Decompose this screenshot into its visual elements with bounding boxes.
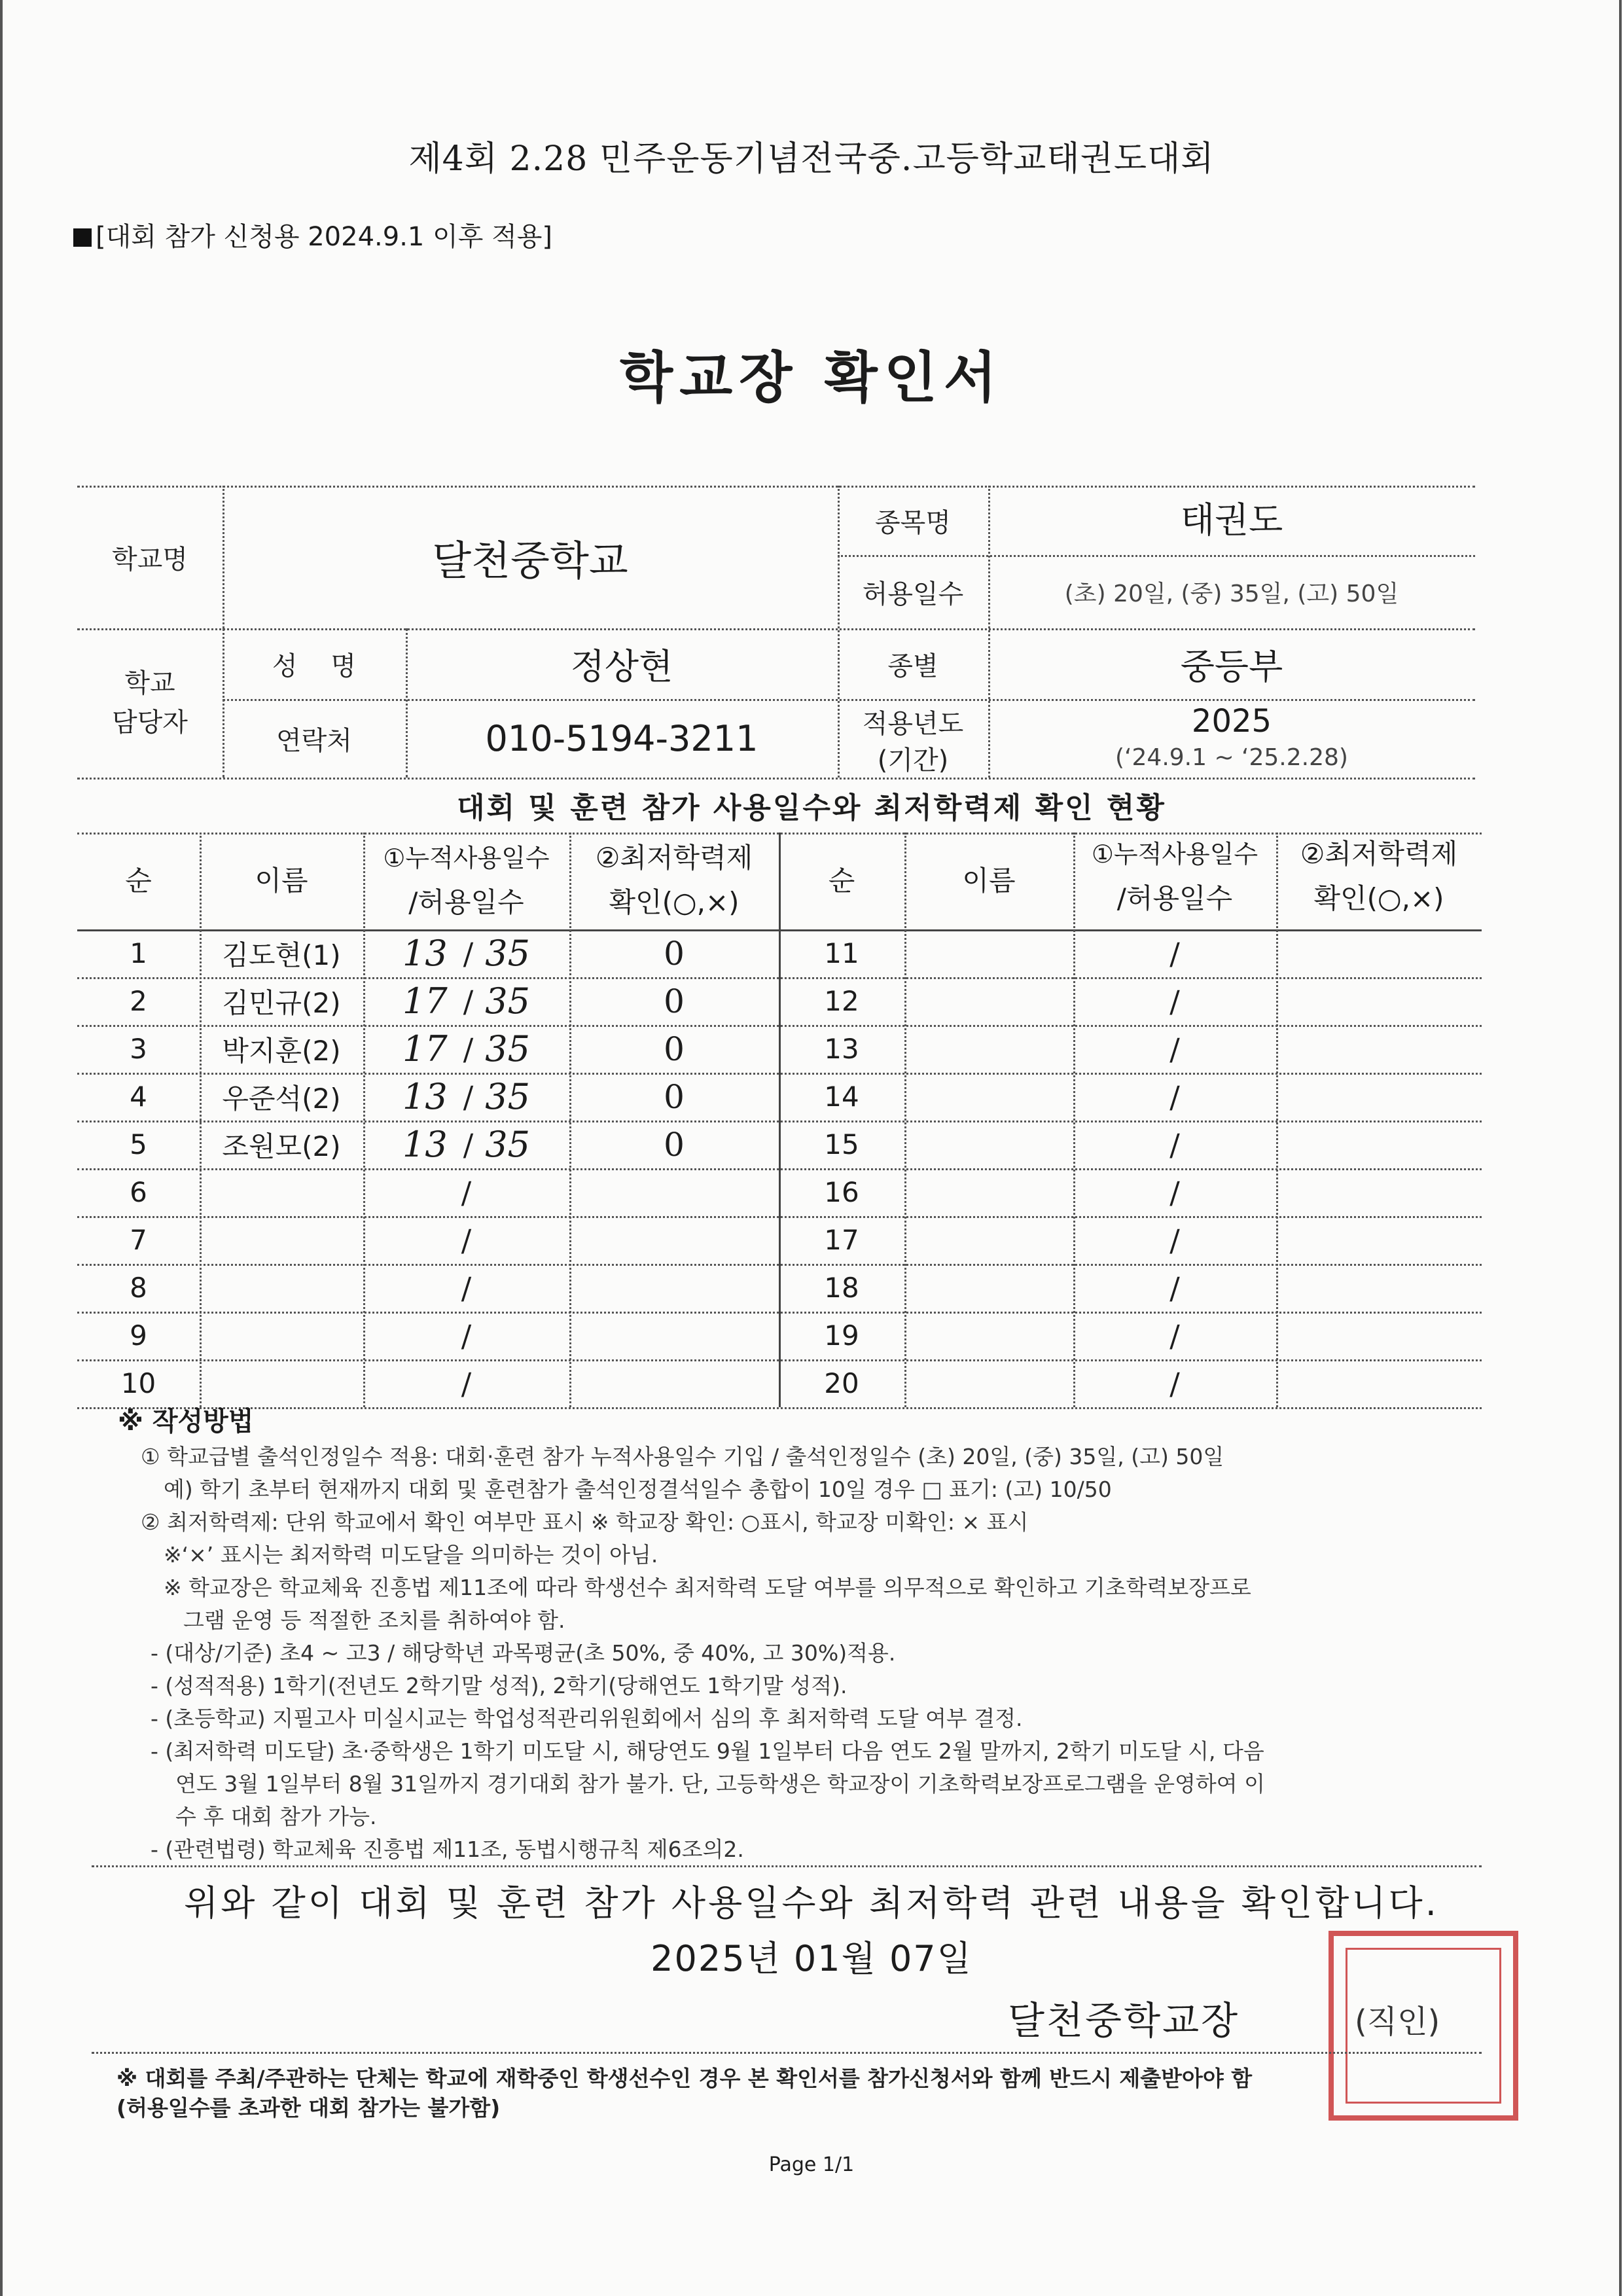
allowed-days-label: 허용일수 — [862, 579, 964, 609]
row-min-check-right — [1276, 1168, 1482, 1216]
page-number: Page 1/1 — [768, 2153, 855, 2176]
phone-label: 연락처 — [276, 725, 352, 756]
row-name-right — [904, 1025, 1073, 1073]
row-min-check-right — [1276, 1312, 1482, 1359]
year-value: 2025 — [1191, 703, 1272, 740]
row-name — [200, 1312, 363, 1359]
slash: / — [463, 935, 474, 971]
row-min-check — [569, 1264, 779, 1312]
footnote-line-2: (허용일수를 초과한 대회 참가는 불가함) — [116, 2095, 501, 2121]
row-days-right: / — [1169, 1126, 1180, 1162]
row-no-right: 13 — [824, 1033, 859, 1065]
method-title: ※ 작성방법 — [118, 1407, 254, 1437]
year-label-line1: 적용년도 — [862, 708, 964, 739]
method-line: - (초등학교) 지필고사 미실시교는 학업성적관리위원회에서 심의 후 최저학력 도달 여부 결정. — [151, 1706, 1023, 1731]
header-name-right: 이름 — [962, 865, 1016, 897]
row-min-check: 0 — [664, 1125, 685, 1164]
header-no-right: 순 — [828, 865, 855, 897]
competition-title: 제4회 2.28 민주운동기념전국중.고등학교태권도대회 — [408, 139, 1215, 179]
row-days: / — [461, 1174, 472, 1210]
event-value: 태권도 — [1180, 499, 1283, 541]
header-min-line1-left: ②최저학력제 — [595, 842, 753, 874]
row-name — [200, 1264, 363, 1312]
header-min-line1-right: ②최저학력제 — [1300, 838, 1458, 870]
contact-person-label-line1: 학교 — [124, 668, 175, 698]
row-no: 1 — [130, 937, 147, 969]
method-line: 예) 학기 초부터 현재까지 대회 및 훈련참가 출석인정결석일수 총합이 10일 경우 □ 표기: (고) 10/50 — [164, 1477, 1112, 1502]
row-days: / — [461, 1318, 472, 1354]
row-no-right: 17 — [824, 1224, 859, 1256]
row-no-right: 18 — [824, 1272, 859, 1304]
row-name: 박지훈(2) — [222, 1034, 341, 1067]
school-name-value: 달천중학교 — [432, 536, 628, 584]
confirmation-text: 위와 같이 대회 및 훈련 참가 사용일수와 최저학력 관련 내용을 확인합니다. — [184, 1882, 1439, 1924]
row-min-check — [569, 1168, 779, 1216]
allowed-days: 35 — [485, 1028, 530, 1069]
row-min-check-right — [1276, 1121, 1482, 1168]
row-min-check-right — [1276, 1025, 1482, 1073]
header-days-line2-right: /허용일수 — [1116, 882, 1233, 914]
applied-note — [73, 216, 552, 253]
seal-mark: (직인) — [1355, 2003, 1440, 2040]
used-days: 13 — [402, 1124, 448, 1165]
header-name-left: 이름 — [255, 865, 308, 897]
row-no-right: 11 — [824, 937, 859, 969]
document-title: 학교장 확인서 — [619, 346, 1004, 410]
allowed-days: 35 — [485, 980, 530, 1022]
row-days — [363, 1121, 569, 1168]
row-name: 우준석(2) — [222, 1082, 341, 1115]
method-line: - (성적적용) 1학기(전년도 2학기말 성적), 2학기(당해연도 1학기말 성적). — [151, 1673, 847, 1698]
row-no: 5 — [130, 1128, 147, 1160]
row-days-right: / — [1169, 1365, 1180, 1401]
row-no-right: 15 — [824, 1128, 859, 1160]
footnote-divider — [92, 2052, 1482, 2054]
row-days-right: / — [1169, 1270, 1180, 1306]
header-min-line2-left: 확인(○,×) — [609, 886, 740, 918]
slash: / — [463, 983, 474, 1019]
row-name-right — [904, 1216, 1073, 1264]
contact-person-label-line2: 담당자 — [112, 707, 188, 738]
row-days-right: / — [1169, 1031, 1180, 1067]
header-days-line1-right: ①누적사용일수 — [1091, 840, 1258, 869]
row-no: 9 — [130, 1319, 147, 1352]
slash: / — [463, 1079, 474, 1115]
row-no: 10 — [120, 1367, 156, 1399]
row-min-check: 0 — [664, 934, 685, 973]
row-min-check-right — [1276, 977, 1482, 1025]
row-min-check — [569, 1359, 779, 1407]
row-name-right — [904, 977, 1073, 1025]
row-name-right — [904, 1264, 1073, 1312]
method-line: ② 최저학력제: 단위 학교에서 확인 여부만 표시 ※ 학교장 확인: ○표시, 학교장 미확인: × 표시 — [141, 1509, 1029, 1535]
row-min-check — [569, 1312, 779, 1359]
school-name-label: 학교명 — [112, 544, 188, 575]
row-name-right — [904, 1121, 1073, 1168]
method-line: 그램 운영 등 적절한 조치를 취하여야 함. — [183, 1607, 565, 1633]
row-no-right: 16 — [824, 1176, 859, 1208]
status-section-title: 대회 및 훈련 참가 사용일수와 최저학력제 확인 현황 — [457, 791, 1166, 825]
name-label: 성 명 — [272, 651, 357, 681]
row-no-right: 12 — [824, 985, 859, 1017]
applied-note-text: [대회 참가 신청용 2024.9.1 이후 적용] — [96, 222, 552, 252]
used-days: 17 — [402, 980, 448, 1022]
row-days — [363, 929, 569, 977]
used-days: 17 — [402, 1028, 448, 1069]
row-no: 7 — [130, 1224, 147, 1256]
row-name-right — [904, 929, 1073, 977]
row-days-right: / — [1169, 1079, 1180, 1115]
category-label: 종별 — [887, 651, 938, 681]
method-line: 연도 3월 1일부터 8월 31일까지 경기대회 참가 불가. 단, 고등학생은 학교장이 기초학력보장프로그램을 운영하여 이 — [175, 1771, 1265, 1797]
allowed-days: 35 — [485, 933, 530, 974]
row-name: 조원모(2) — [222, 1130, 341, 1162]
row-min-check — [569, 1216, 779, 1264]
header-no-left: 순 — [125, 865, 152, 897]
row-min-check: 0 — [664, 1077, 685, 1116]
row-days — [363, 1073, 569, 1121]
row-no: 4 — [130, 1081, 147, 1113]
method-line: ① 학교급별 출석인정일수 적용: 대회·훈련 참가 누적사용일수 기입 / 출석인정일수 (초) 20일, (중) 35일, (고) 50일 — [141, 1444, 1224, 1469]
year-label-line2: (기간) — [877, 745, 949, 776]
principal-title: 달천중학교장 — [1008, 1998, 1240, 2043]
row-name-right — [904, 1359, 1073, 1407]
header-days-line1-left: ①누적사용일수 — [383, 844, 550, 872]
row-no-right: 19 — [824, 1319, 859, 1352]
row-days: / — [461, 1365, 472, 1401]
black-square-icon — [73, 228, 92, 247]
allowed-days: 35 — [485, 1124, 530, 1165]
slash: / — [463, 1126, 474, 1162]
allowed-days-value: (초) 20일, (중) 35일, (고) 50일 — [1064, 580, 1399, 607]
row-no-right: 20 — [824, 1367, 859, 1399]
row-days-right: / — [1169, 935, 1180, 971]
name-value: 정상현 — [570, 645, 673, 687]
row-days — [363, 977, 569, 1025]
row-days — [363, 1025, 569, 1073]
header-min-line2-right: 확인(○,×) — [1313, 882, 1444, 914]
row-name: 김도현(1) — [222, 939, 341, 971]
row-no: 8 — [130, 1272, 147, 1304]
row-name — [200, 1168, 363, 1216]
row-days: / — [461, 1270, 472, 1306]
phone-value: 010-5194-3211 — [485, 717, 758, 759]
row-min-check-right — [1276, 1359, 1482, 1407]
row-name-right — [904, 1073, 1073, 1121]
row-name: 김민규(2) — [222, 986, 341, 1019]
row-name-right — [904, 1312, 1073, 1359]
row-min-check-right — [1276, 1264, 1482, 1312]
period-value: (‘24.9.1 ~ ‘25.2.28) — [1115, 744, 1348, 771]
slash: / — [463, 1031, 474, 1067]
row-no: 3 — [130, 1033, 147, 1065]
row-no: 6 — [130, 1176, 147, 1208]
row-days-right: / — [1169, 1318, 1180, 1354]
row-min-check-right — [1276, 1073, 1482, 1121]
row-min-check-right — [1276, 929, 1482, 977]
category-value: 중등부 — [1180, 645, 1283, 687]
row-no: 2 — [130, 985, 147, 1017]
method-line: - (최저학력 미도달) 초·중학생은 1학기 미도달 시, 해당연도 9월 1일부터 다음 연도 2월 말까지, 2학기 미도달 시, 다음 — [151, 1738, 1264, 1764]
row-min-check: 0 — [664, 1030, 685, 1068]
row-min-check: 0 — [664, 982, 685, 1020]
method-line: - (대상/기준) 초4 ~ 고3 / 해당학년 과목평균(초 50%, 중 40%, 고 30%)적용. — [151, 1640, 896, 1666]
event-label: 종목명 — [875, 507, 951, 538]
method-divider — [92, 1865, 1482, 1867]
method-line: 수 후 대회 참가 가능. — [175, 1804, 377, 1829]
footnote-line-1: ※ 대회를 주최/주관하는 단체는 학교에 재학중인 학생선수인 경우 본 확인서를 참가신청서와 함께 반드시 제출받아야 함 — [116, 2066, 1253, 2091]
row-min-check-right — [1276, 1216, 1482, 1264]
used-days: 13 — [402, 933, 448, 974]
allowed-days: 35 — [485, 1076, 530, 1117]
row-days-right: / — [1169, 1222, 1180, 1258]
confirmation-date: 2025년 01월 07일 — [651, 1938, 972, 1979]
header-days-line2-left: /허용일수 — [408, 886, 524, 918]
row-name — [200, 1216, 363, 1264]
row-days-right: / — [1169, 1174, 1180, 1210]
row-days-right: / — [1169, 983, 1180, 1019]
row-name-right — [904, 1168, 1073, 1216]
used-days: 13 — [402, 1076, 448, 1117]
row-no-right: 14 — [824, 1081, 859, 1113]
row-days: / — [461, 1222, 472, 1258]
method-line: - (관련법령) 학교체육 진흥법 제11조, 동법시행규칙 제6조의2. — [151, 1837, 744, 1862]
method-line: ※‘×’ 표시는 최저학력 미도달을 의미하는 것이 아님. — [164, 1542, 658, 1568]
method-line: ※ 학교장은 학교체육 진흥법 제11조에 따라 학생선수 최저학력 도달 여부를 의무적으로 확인하고 기초학력보장프로 — [164, 1575, 1251, 1600]
